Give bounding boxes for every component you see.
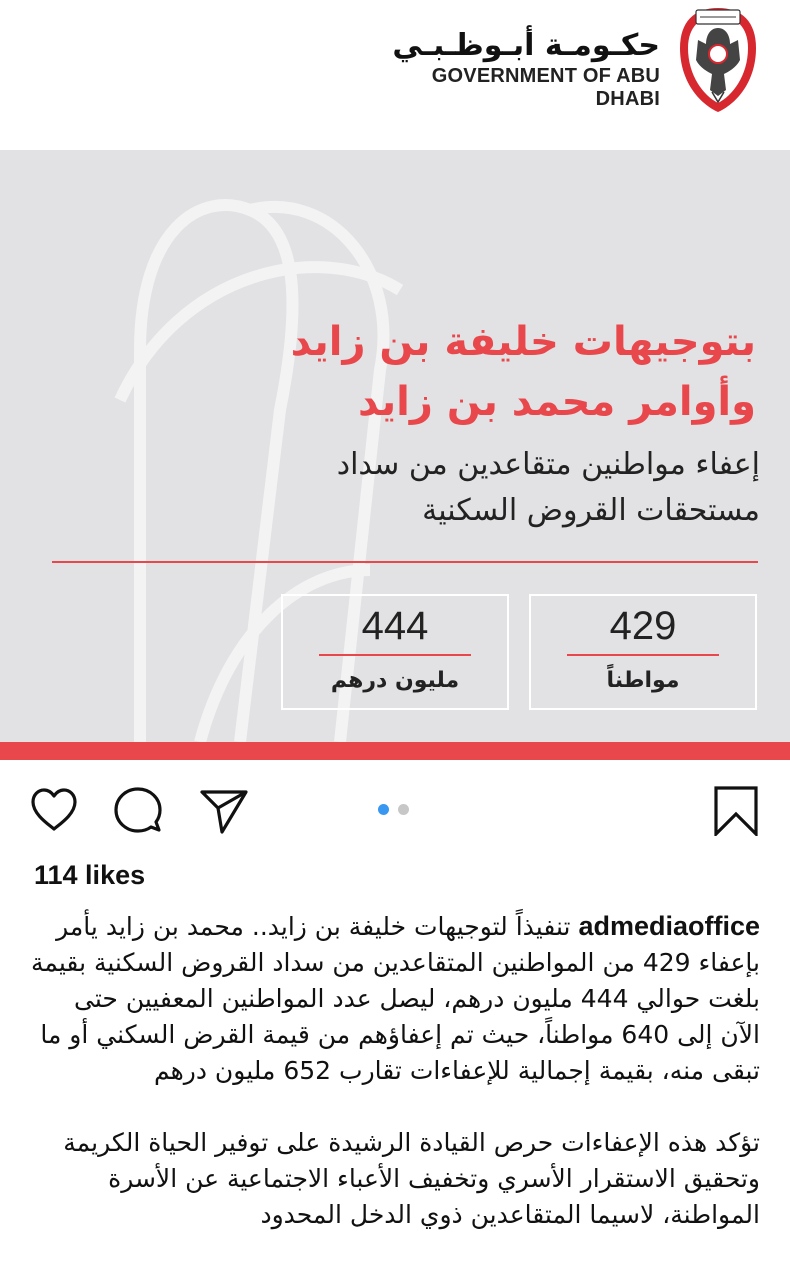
- caption-text-1: محمد بن زايد يأمر بإعفاء 429 من المواطنين المتقاعدين من سداد القروض السكنية بقيمة بلغت حوالي 444 مليون درهم، ليصل عدد المواطنين المعفيين حتى الآن إلى 640 مواطناً، حيث تم إعفاؤهم من قيمة القرض السكني أو ما تبقى منه، بقيمة إجمالية للإعفاءات تقارب 652 مليون درهم: [31, 912, 760, 1085]
- send-icon[interactable]: [198, 784, 250, 836]
- stat-underline: [319, 654, 471, 656]
- subline-line-2: مستحقات القروض السكنية: [422, 493, 760, 528]
- carousel-dot: [398, 804, 409, 815]
- stat-box-citizens: [529, 594, 757, 710]
- logo-english: GOVERNMENT OF ABU DHABI: [431, 65, 660, 110]
- subline-line-1: إعفاء مواطنين متقاعدين من سداد: [336, 447, 760, 482]
- stat-value: 429: [609, 604, 677, 648]
- stat-value: 444: [361, 604, 429, 648]
- card-headline: [56, 312, 756, 432]
- stat-label: مليون درهم: [330, 668, 460, 693]
- stat-box-amount: [281, 594, 509, 710]
- post-actions: [0, 780, 790, 844]
- headline-line-1: بتوجيهات خليفة بن زايد: [290, 319, 756, 365]
- heart-icon[interactable]: [28, 784, 80, 836]
- gov-header: [0, 0, 790, 150]
- username-link[interactable]: admediaoffice: [578, 911, 760, 941]
- stat-underline: [567, 654, 719, 656]
- infographic-card[interactable]: [0, 150, 790, 742]
- caption-lead: تنفيذاً لتوجيهات خليفة بن زايد..: [243, 912, 571, 941]
- caption-paragraph-2: تؤكد هذه الإعفاءات حرص القيادة الرشيدة على توفير الحياة الكريمة وتحقيق الاستقرار الأسري وتخفيف الأعباء الاجتماعية عن الأسرة المواطنة، لاسيما المتقاعدين ذوي الدخل المحدود: [63, 1128, 760, 1229]
- stat-label: مواطناً: [606, 668, 680, 693]
- headline-line-2: وأوامر محمد بن زايد: [358, 379, 756, 425]
- falcon-emblem-icon: [674, 4, 762, 116]
- comment-icon[interactable]: [112, 784, 164, 836]
- carousel-dot-active: [378, 804, 389, 815]
- bookmark-icon[interactable]: [710, 784, 762, 836]
- card-subheadline: [60, 442, 760, 534]
- carousel-indicator: [378, 804, 418, 816]
- likes-count[interactable]: 114 likes: [34, 860, 146, 890]
- gov-logo-text: [380, 28, 660, 111]
- post-caption: [30, 908, 760, 1269]
- card-bottom-bar: [0, 742, 790, 760]
- caption-paragraph-1: [30, 908, 760, 1089]
- logo-arabic: حكـومـة أبـوظـبـي: [392, 28, 660, 63]
- divider-line: [52, 561, 758, 563]
